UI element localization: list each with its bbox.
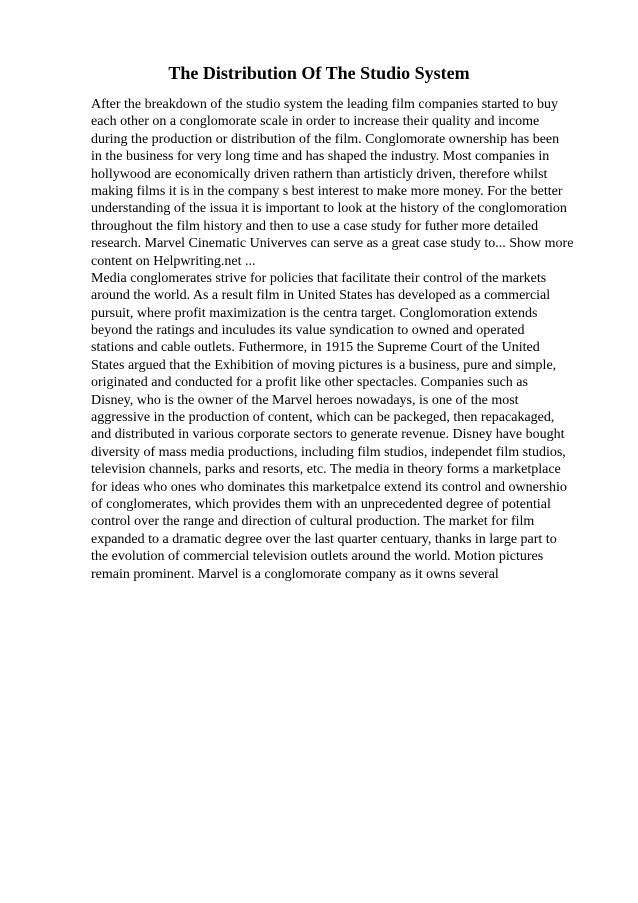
body-text	[91, 96, 601, 583]
text-line: Disney, who is the owner of the Marvel heroes nowadays, is one of the most	[91, 392, 519, 408]
text-line: hollywood are economically driven rathern than artisticly driven, therefore whilst	[91, 166, 548, 182]
page-title: The Distribution Of The Studio System	[168, 63, 470, 83]
text-line: for ideas who ones who dominates this marketpalce extend its control and ownershio	[91, 479, 567, 495]
text-line: throughout the film history and then to use a case study for futher more detailed	[91, 218, 539, 234]
text-line: in the business for very long time and has shaped the industry. Most companies in	[91, 149, 550, 165]
text-line: understanding of the issua it is important to look at the history of the conglomoration	[91, 201, 567, 217]
text-line: After the breakdown of the studio system the leading film companies started to buy	[91, 97, 558, 112]
text-line: during the production or distribution of the film. Conglomorate ownership has been	[91, 131, 560, 147]
text-line: control over the range and direction of cultural production. The market for film	[91, 514, 535, 530]
text-line: each other on a conglomorate scale in order to increase their quality and income	[91, 114, 540, 130]
text-line: the evolution of commercial television outlets around the world. Motion pictures	[91, 549, 544, 565]
text-line: and distributed in various corporate sectors to generate revenue. Disney have bought	[91, 427, 565, 443]
text-line: beyond the ratings and inculudes its value syndication to owned and operated	[91, 323, 525, 339]
text-line: television channels, parks and resorts, etc. The media in theory forms a marketplace	[91, 462, 561, 478]
text-line: content on Helpwriting.net ...	[91, 253, 256, 269]
text-line: expanded to a dramatic degree over the last quarter centuary, thanks in large part to	[91, 531, 557, 547]
text-line: research. Marvel Cinematic Univerves can serve as a great case study to... Show more	[91, 236, 574, 252]
text-line: diversity of mass media productions, including film studios, independet film studios,	[91, 444, 566, 460]
text-line: stations and cable outlets. Futhermore, in 1915 the Supreme Court of the United	[91, 340, 540, 356]
text-line: aggressive in the production of content, which can be packeged, then repacakaged,	[91, 410, 555, 426]
text-line: pursuit, where profit maximization is the centra target. Conglomoration extends	[91, 305, 538, 321]
text-line: around the world. As a result film in United States has developed as a commercial	[91, 288, 551, 304]
text-line: States argued that the Exhibition of moving pictures is a business, pure and simple,	[91, 357, 557, 373]
text-line: originated and conducted for a profit like other spectacles. Companies such as	[91, 375, 528, 391]
text-line: of conglomerates, which provides them with an unprecedented degree of potential	[91, 496, 551, 512]
text-line: remain prominent. Marvel is a conglomorate company as it owns several	[91, 566, 499, 582]
text-line: Media conglomerates strive for policies that facilitate their control of the markets	[91, 270, 547, 286]
text-line: making films it is in the company s best interest to make more money. For the better	[91, 183, 563, 199]
